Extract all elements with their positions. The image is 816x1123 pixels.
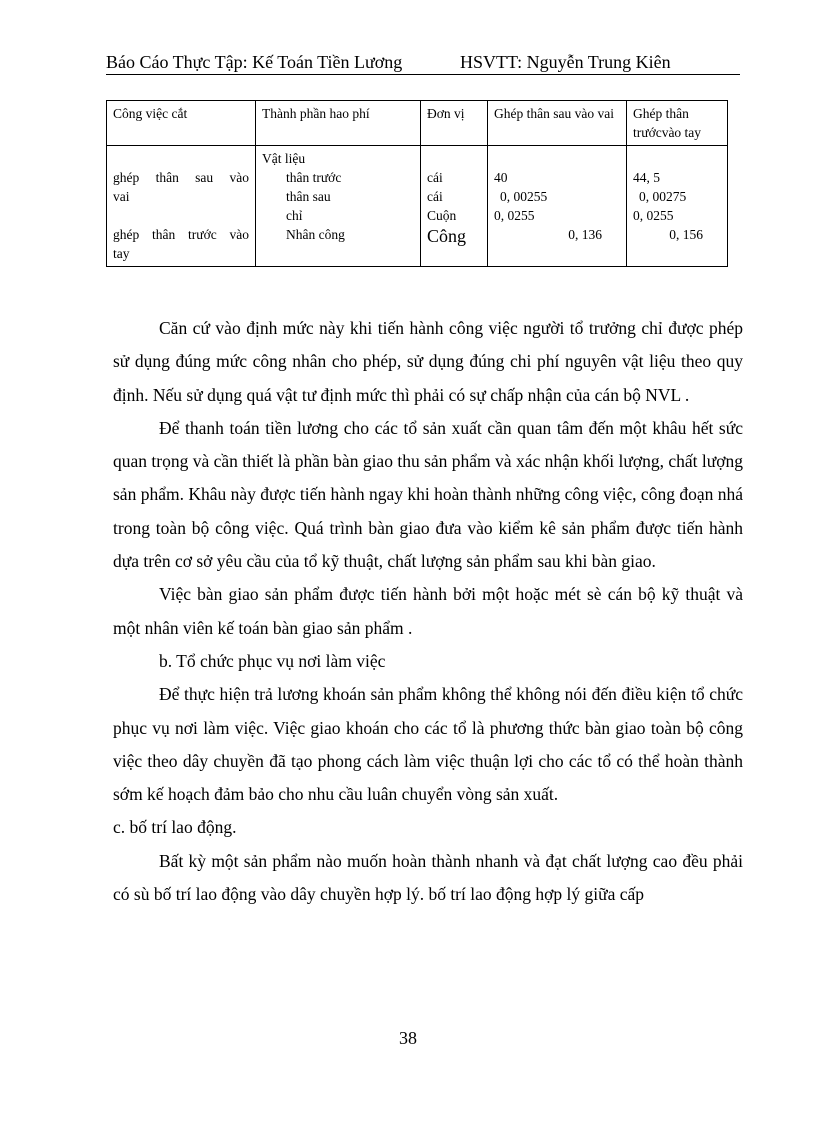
- table-cell-line: cái: [427, 170, 443, 185]
- table-row: [107, 146, 728, 267]
- table-cell-unit: [421, 146, 488, 267]
- table-cell-line: vai: [113, 189, 130, 204]
- table-cell-line: tay: [113, 246, 130, 261]
- table-cell-line: thân sau: [286, 189, 331, 204]
- table-header-cell: Ghép thân sau vào vai: [488, 101, 627, 146]
- labor-material-norm-table: [106, 100, 728, 267]
- paragraph: Bất kỳ một sản phẩm nào muốn hoàn thành nhanh và đạt chất lượng cao đều phải có sù bố trí lao động vào dây chuyền hợp lý. bố trí lao động hợp lý giữa cấp: [113, 850, 743, 905]
- table-header-cell: Thành phần hao phí: [256, 101, 421, 146]
- table-header-cell: Đơn vị: [421, 101, 488, 146]
- table-cell-line: ghép thân trước vào: [113, 227, 249, 242]
- table-cell-line: chỉ: [286, 208, 303, 223]
- table-cell-line: Nhân công: [286, 227, 345, 242]
- paragraph: Việc bàn giao sản phẩm được tiến hành bởi một hoặc mét sè cán bộ kỹ thuật và một nhân viên kế toán bàn giao sản phẩm .: [113, 584, 743, 638]
- table-cell-line: 0, 00255: [500, 189, 548, 204]
- table-cell-line: ghép thân sau vào: [113, 170, 249, 185]
- table-cell-line: Vật liệu: [262, 151, 306, 166]
- table-header-cell: Ghép thân trướcvào tay: [627, 101, 728, 146]
- table-cell-line: Công: [427, 226, 467, 246]
- table-cell-task: [107, 146, 256, 267]
- paragraph: Căn cứ vào định mức này khi tiến hành công việc người tổ trưởng chỉ được phép sử dụng đúng mức công nhân cho phép, sử dụng đúng chi phí nguyên vật liệu theo quy định. Nếu sử dụng quá vật tư định mức thì phải có sự chấp nhận của cán bộ NVL .: [113, 318, 743, 405]
- body-text: [113, 312, 743, 911]
- table-cell-cost-component: [256, 146, 421, 267]
- table-cell-line: cái: [427, 189, 443, 204]
- section-heading: b. Tổ chức phục vụ nơi làm việc: [159, 650, 386, 671]
- table-cell-line: 40: [494, 170, 508, 185]
- paragraph: Để thanh toán tiền lương cho các tổ sản xuất cần quan tâm đến một khâu hết sức quan trọng và cần thiết là phần bàn giao thu sản phẩm và xác nhận khối lượng, chất lượng sản phẩm. Khâu này được tiến hành ngay khi hoàn thành những công việc, công đoạn nhá trong toàn bộ công việc. Quá trình bàn giao đưa vào kiểm kê sản phẩm được tiến hành dựa trên cơ sở yêu cầu của tổ kỹ thuật, chất lượng sản phẩm sau khi bàn giao.: [113, 417, 743, 572]
- table-cell-line: 44, 5: [633, 170, 660, 185]
- page-number: 38: [399, 1028, 417, 1048]
- table-cell-line: 0, 0255: [633, 208, 674, 223]
- table-cell-line: thân trước: [286, 170, 342, 185]
- table-cell-value-back-shoulder: [488, 146, 627, 267]
- table-cell-line: 0, 0255: [494, 208, 535, 223]
- table-cell-line: 0, 00275: [639, 189, 687, 204]
- table-header-row: [107, 101, 728, 146]
- table-cell-line: 0, 136: [568, 227, 602, 242]
- table-header-cell: Công việc cắt: [107, 101, 256, 146]
- header-author: HSVTT: Nguyễn Trung Kiên: [460, 52, 671, 72]
- page-header: [106, 52, 740, 75]
- section-heading: c. bố trí lao động.: [113, 817, 237, 838]
- table-cell-value-front-sleeve: [627, 146, 728, 267]
- header-report-title: Báo Cáo Thực Tập: Kế Toán Tiền Lương: [106, 52, 403, 72]
- table-cell-line: Cuộn: [427, 208, 457, 223]
- table-cell-line: 0, 156: [669, 227, 703, 242]
- paragraph: Để thực hiện trả lương khoán sản phẩm không thể không nói đến điều kiện tổ chức phục vụ nơi làm việc. Việc giao khoán cho các tổ là phương thức bàn giao toàn bộ công việc theo dây chuyền đã tạo phong cách làm việc thuận lợi cho các tổ có thể hoàn thành sớm kế hoạch đảm bảo cho nhu cầu luân chuyển vòng sản xuất.: [113, 684, 743, 805]
